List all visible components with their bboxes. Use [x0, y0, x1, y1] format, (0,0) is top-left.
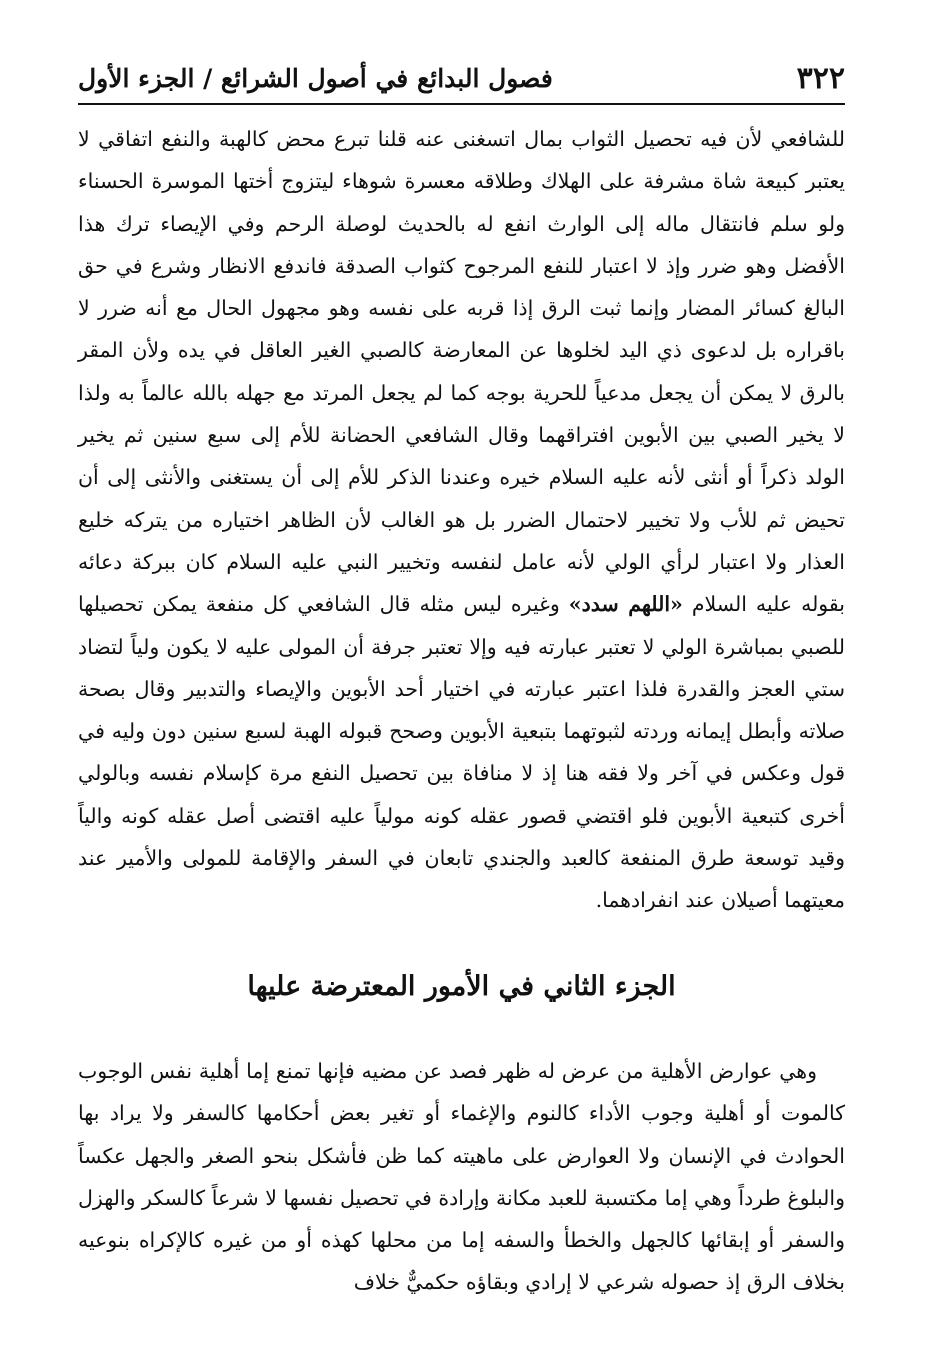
- body-paragraph-1: [78, 118, 845, 922]
- running-title: فصول البدائع في أصول الشرائع / الجزء الأول: [78, 63, 553, 93]
- page-number: ٣٢٢: [796, 60, 845, 96]
- page-header: [78, 56, 845, 100]
- paragraph-1-text-before-quote: للشافعي لأن فيه تحصيل الثواب بمال اتسغنى عنه قلنا تبرع محض كالهبة والنفع اتفاقي لا يعتبر كبيعة شاة مشرفة على الهلاك وطلاقه معسرة شوهاء ليتزوج أختها الموسرة الحسناء ولو سلم فانتقال ماله إلى الوارث انفع له بالحديث لوصلة الرحم وفي الإيصاء ترك هذا الأفضل وهو ضرر وإذ لا اعتبار للنفع المرجوح كثواب الصدقة فاندفع الانظار وشرع في حق البالغ كسائر المضار وإنما ثبت الرق إذا قربه على نفسه وهو مجهول الحال مع أنه ضرر لا باقراره بل لدعوى ذي اليد لخلوها عن المعارضة كالصبي الغير العاقل في يده ولأن المقر بالرق لا يمكن أن يجعل مدعياً للحرية بوجه كما لم يجعل المرتد مع جهله بالله عالماً به ولذا لا يخير الصبي بين الأبوين افتراقهما وقال الشافعي الحضانة للأم إلى سبع سنين ثم يخير الولد ذكراً أو أنثى لأنه عليه السلام خيره وعندنا الذكر للأم إلى أن يستغنى والأنثى إلى أن تحيض ثم للأب ولا تخيير لاحتمال الضرر بل هو الغالب لأن الظاهر اختياره من يتركه خليع العذار ولا اعتبار لرأي الولي لأنه عامل لنفسه وتخيير النبي عليه السلام كان ببركة دعائه بقوله عليه السلام: [78, 127, 845, 617]
- body-paragraph-2: وهي عوارض الأهلية من عرض له ظهر فصد عن مضيه فإنها تمنع إما أهلية نفس الوجوب كالموت أو أهلية وجوب الأداء كالنوم والإغماء أو تغير بعض أحكامها كالسفر ولا يراد بها الحوادث في الإنسان ولا العوارض على ماهيته كما ظن فأشكل بنحو الصغر والجهل عكساً والبلوغ طرداً وهي إما مكتسبة للعبد مكانة وإرادة في تحصيل نفسها لا شرعاً كالسكر والهزل والسفر أو إبقائها كالجهل والخطأ والسفه إما من محلها كهذه أو من غيره كالإكراه بنوعيه بخلاف الرق إذ حصوله شرعي لا إرادي وبقاؤه حكميٌّ خلاف: [78, 1059, 845, 1295]
- hadith-quote: «اللهم سدد»: [568, 592, 683, 617]
- paragraph-1-text-after-quote: وغيره ليس مثله قال الشافعي كل منفعة يمكن تحصيلها للصبي بمباشرة الولي لا تعتبر عبارته فيه وإلا تعتبر جرفة أن المولى عليه لا يكون ولياً لتضاد ستي العجز والقدرة فلذا اعتبر عبارته في اختيار أحد الأبوين والإيصاء والتدبير وقال بصحة صلاته وأبطل إيمانه وردته لثبوتهما بتبعية الأبوين وصحح قبوله الهبة لسبع سنين دون وليه في قول وعكس في آخر ولا فقه هنا إذ لا منافاة بين تحصيل النفع مرة كإسلام نفسه وبالولي أخرى كتبعية الأبوين فلو اقتضي قصور عقله كونه مولياً عليه اقتضى أصل عقله كونه والياً وقيد توسعة طرق المنفعة كالعبد والجندي تابعان في السفر والإقامة للمولى والأمير عند معيتهما أصيلان عند انفرادهما.: [78, 592, 845, 913]
- header-divider: [78, 103, 845, 105]
- section-heading: الجزء الثاني في الأمور المعترضة عليها: [247, 971, 676, 1002]
